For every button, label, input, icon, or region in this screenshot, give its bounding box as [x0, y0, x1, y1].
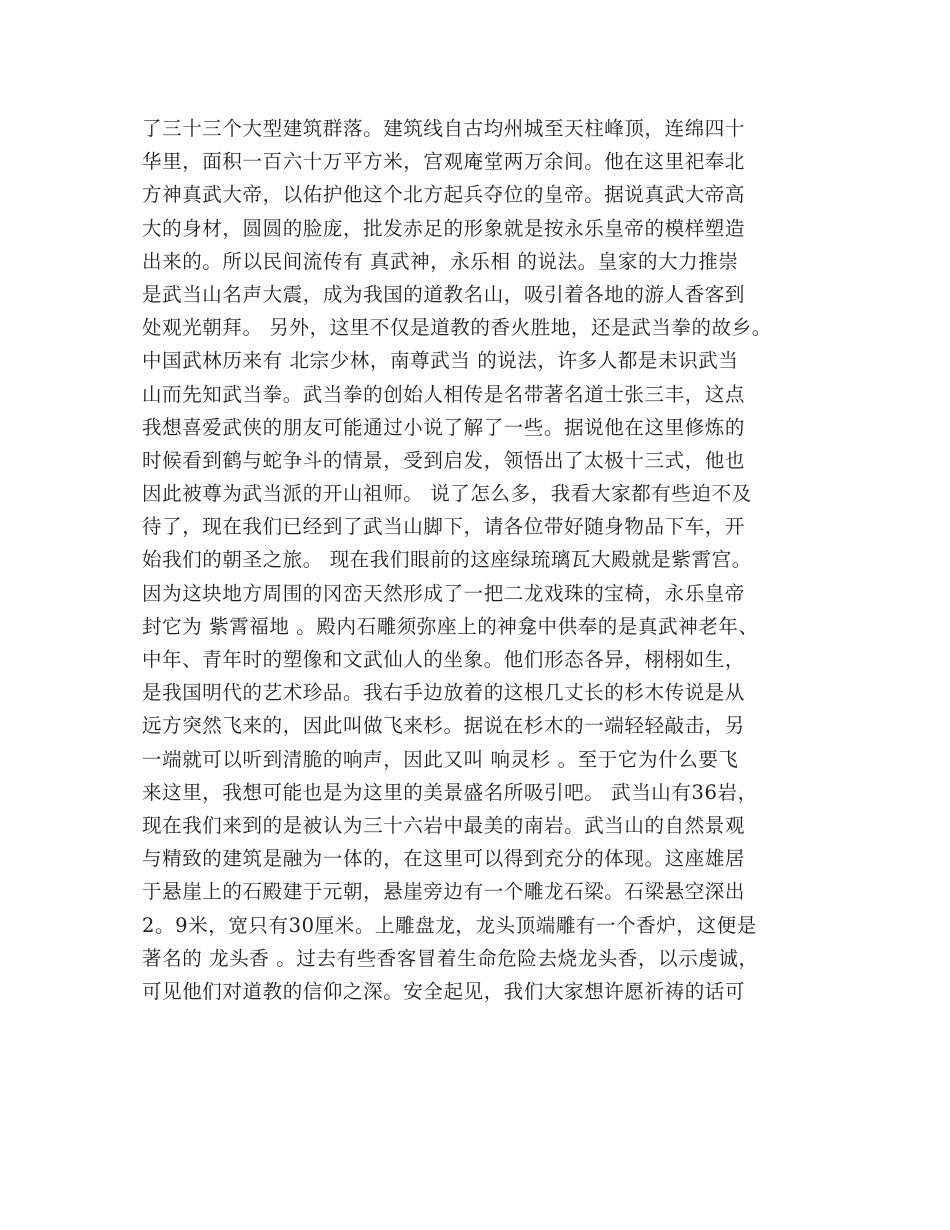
text-line: 大的身材，圆圆的脸庞，批发赤足的形象就是按永乐皇帝的模样塑造 [142, 216, 746, 240]
text-line: 来这里，我想可能也是为这里的美景盛名所吸引吧。 武当山有36岩， [142, 780, 758, 804]
text-line: 处观光朝拜。 另外，这里不仅是道教的香火胜地，还是武当拳的故乡。 [142, 316, 772, 340]
text-line: 始我们的朝圣之旅。 现在我们眼前的这座绿琉璃瓦大殿就是紫霄宫。 [142, 548, 752, 572]
text-line: 方神真武大帝，以佑护他这个北方起兵夺位的皇帝。据说真武大帝高 [142, 183, 746, 207]
text-line: 远方突然飞来的，因此叫做飞来杉。据说在杉木的一端轻轻敲击，另 [142, 714, 746, 738]
text-line: 一端就可以听到清脆的响声，因此又叫 响灵杉 。至于它为什么要飞 [142, 747, 739, 771]
body-text [142, 112, 842, 1008]
text-line: 现在我们来到的是被认为三十六岩中最美的南岩。武当山的自然景观 [142, 813, 746, 837]
text-line: 时候看到鹤与蛇争斗的情景，受到启发，领悟出了太极十三式，他也 [142, 448, 746, 472]
text-line: 了三十三个大型建筑群落。建筑线自古均州城至天柱峰顶，连绵四十 [142, 117, 746, 140]
text-line: 因此被尊为武当派的开山祖师。 说了怎么多，我看大家都有些迫不及 [142, 482, 752, 506]
text-line: 2。9米，宽只有30厘米。上雕盘龙，龙头顶端雕有一个香炉，这便是 [142, 913, 757, 937]
text-line: 因为这块地方周围的冈峦天然形成了一把二龙戏珠的宝椅，永乐皇帝 [142, 581, 746, 605]
text-line: 出来的。所以民间流传有 真武神，永乐相 的说法。皇家的大力推崇 [142, 249, 739, 273]
text-line: 是武当山名声大震，成为我国的道教名山，吸引着各地的游人香客到 [142, 282, 746, 306]
text-line: 著名的 龙头香 。过去有些香客冒着生命危险去烧龙头香，以示虔诚， [142, 946, 759, 970]
text-line: 与精致的建筑是融为一体的，在这里可以得到充分的体现。这座雄居 [142, 847, 746, 871]
text-line: 可见他们对道教的信仰之深。安全起见，我们大家想许愿祈祷的话可 [142, 979, 746, 1003]
text-line: 中国武林历来有 北宗少林，南尊武当 的说法，许多人都是未识武当 [142, 349, 739, 373]
text-line: 我想喜爱武侠的朋友可能通过小说了解了一些。据说他在这里修炼的 [142, 415, 746, 439]
text-line: 于悬崖上的石殿建于元朝，悬崖旁边有一个雕龙石梁。石梁悬空深出 [142, 880, 746, 904]
text-line: 是我国明代的艺术珍品。我右手边放着的这根几丈长的杉木传说是从 [142, 681, 746, 705]
text-line: 封它为 紫霄福地 。殿内石雕须弥座上的神龛中供奉的是真武神老年、 [142, 614, 759, 638]
text-line: 中年、青年时的塑像和文武仙人的坐象。他们形态各异，栩栩如生， [142, 648, 746, 671]
text-line: 华里，面积一百六十万平方米，宫观庵堂两万余间。他在这里祀奉北 [142, 150, 746, 174]
text-line: 待了，现在我们已经到了武当山脚下，请各位带好随身物品下车，开 [142, 515, 746, 539]
text-line: 山而先知武当拳。武当拳的创始人相传是名带著名道士张三丰，这点 [142, 382, 746, 406]
